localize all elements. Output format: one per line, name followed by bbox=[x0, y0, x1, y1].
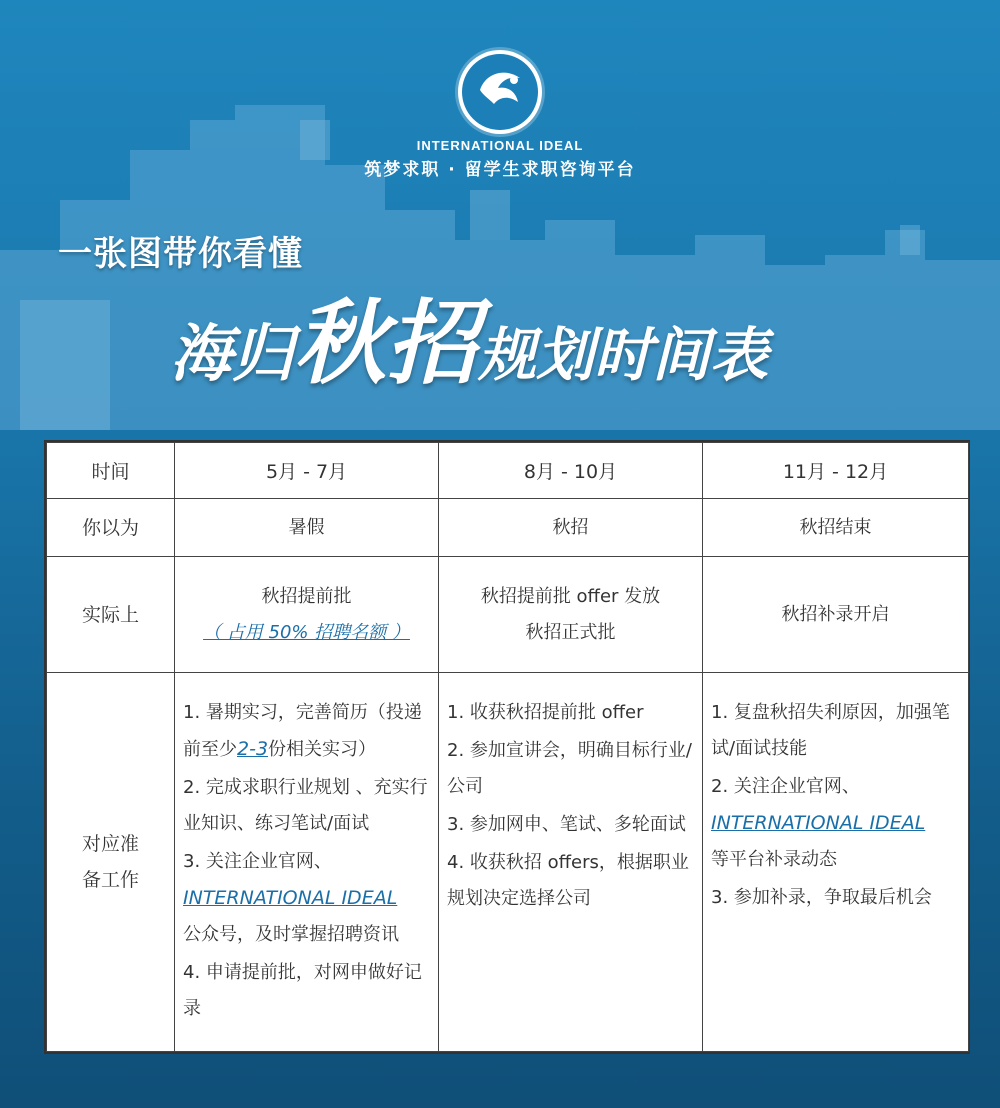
list-item: 1. 暑期实习，完善简历（投递前至少2-3份相关实习） bbox=[183, 702, 422, 760]
title-part-schedule: 规划时间表 bbox=[478, 321, 769, 389]
row-label-you-think: 你以为 bbox=[47, 499, 175, 557]
table-cell bbox=[703, 557, 969, 673]
brand-tagline: 筑梦求职 · 留学生求职咨询平台 bbox=[364, 160, 636, 180]
list-item: 1. 复盘秋招失利原因，加强笔试/面试技能 bbox=[711, 702, 950, 759]
header-cell-time: 时间 bbox=[47, 443, 175, 499]
row-label-preparation: 对应准备工作 bbox=[47, 673, 175, 1052]
list-item: 2. 关注企业官网、 INTERNATIONAL IDEAL 等平台补录动态 bbox=[711, 776, 926, 870]
row-label-actually: 实际上 bbox=[47, 557, 175, 673]
page-subtitle: 一张图带你看懂 bbox=[58, 234, 303, 274]
table-cell bbox=[439, 673, 703, 1052]
list-item: 2. 参加宣讲会，明确目标行业/公司 bbox=[447, 740, 692, 797]
table-cell bbox=[703, 673, 969, 1052]
list-item: 2. 完成求职行业规划 、充实行业知识、练习笔试/面试 bbox=[183, 777, 428, 834]
header-cell-period: 11月 - 12月 bbox=[703, 443, 969, 499]
list-item: 3. 参加补录，争取最后机会 bbox=[711, 887, 932, 908]
list-item: 4. 收获秋招 offers，根据职业规划决定选择公司 bbox=[447, 852, 689, 909]
table-row-preparation bbox=[47, 673, 969, 1052]
schedule-table bbox=[44, 440, 970, 1054]
brand-name: INTERNATIONAL IDEAL bbox=[416, 138, 584, 153]
table-cell: 秋招结束 bbox=[703, 499, 969, 557]
cell-line: 秋招提前批 bbox=[261, 585, 352, 607]
list-item: 1. 收获秋招提前批 offer bbox=[447, 702, 644, 723]
list-item: 3. 参加网申、笔试、多轮面试 bbox=[447, 814, 686, 835]
table-cell: 秋招 bbox=[439, 499, 703, 557]
title-part-returnees: 海归 bbox=[170, 317, 295, 390]
table-cell bbox=[175, 557, 439, 673]
header-cell-period: 8月 - 10月 bbox=[439, 443, 703, 499]
cell-line: 秋招提前批 offer 发放 bbox=[480, 585, 661, 607]
list-item: 4. 申请提前批，对网申做好记录 bbox=[183, 962, 422, 1019]
international-ideal-link[interactable]: INTERNATIONAL IDEAL bbox=[711, 812, 926, 834]
header-cell-period: 5月 - 7月 bbox=[175, 443, 439, 499]
brand-header bbox=[0, 50, 1000, 180]
cell-line: 秋招正式批 bbox=[525, 621, 616, 643]
table-row-you-think bbox=[47, 499, 969, 557]
page-title bbox=[170, 270, 768, 402]
cell-line: 秋招补录开启 bbox=[781, 603, 890, 625]
table-row-time bbox=[47, 443, 969, 499]
table-cell bbox=[439, 557, 703, 673]
list-item: 3. 关注企业官网、 INTERNATIONAL IDEAL 公众号，及时掌握招聘资讯 bbox=[183, 851, 399, 945]
table-row-actually bbox=[47, 557, 969, 673]
title-part-autumn-recruitment: 秋招 bbox=[294, 290, 479, 397]
brand-logo-icon bbox=[458, 50, 542, 134]
internship-count-link[interactable]: 2-3 bbox=[237, 738, 269, 760]
table-cell bbox=[175, 673, 439, 1052]
international-ideal-link[interactable]: INTERNATIONAL IDEAL bbox=[183, 887, 398, 909]
quota-note-link[interactable]: （ 占用 50% 招聘名额 ） bbox=[203, 621, 410, 643]
table-cell: 暑假 bbox=[175, 499, 439, 557]
